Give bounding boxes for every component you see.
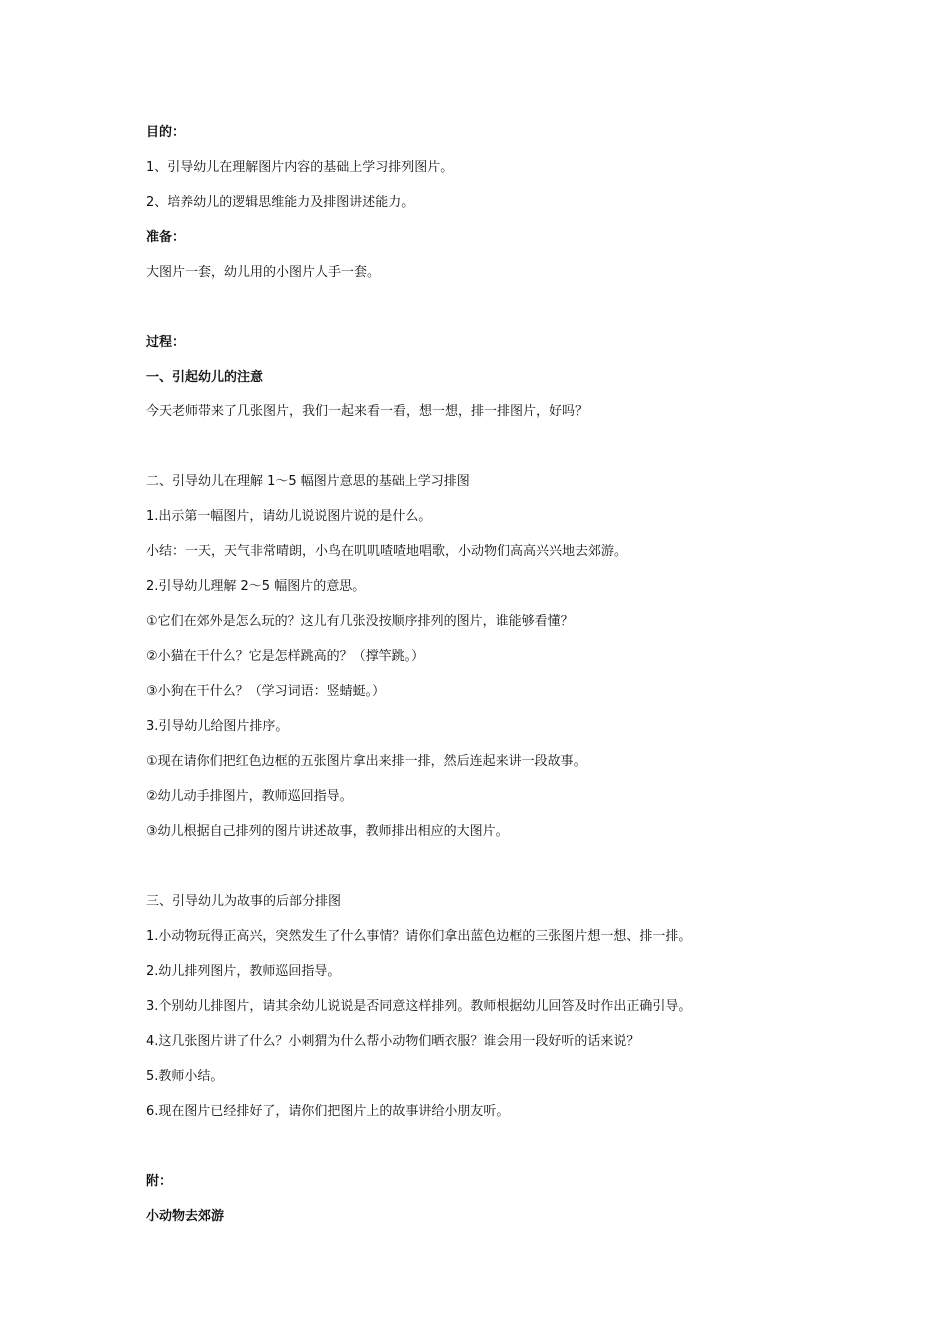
section2-item-2c: ③小狗在干什么？（学习词语：竖蜻蜓。） — [146, 684, 386, 699]
section2-item-1: 1.出示第一幅图片，请幼儿说说图片说的是什么。 — [146, 509, 432, 524]
section2-summary: 小结：一天，天气非常晴朗，小鸟在叽叽喳喳地唱歌，小动物们高高兴兴地去郊游。 — [146, 544, 628, 559]
section2-item-2: 2.引导幼儿理解 2～5 幅图片的意思。 — [146, 579, 366, 594]
section2-item-3a: ①现在请你们把红色边框的五张图片拿出来排一排，然后连起来讲一段故事。 — [146, 754, 587, 769]
goal-heading: 目的： — [146, 125, 186, 140]
section2-item-2b: ②小猫在干什么？它是怎样跳高的？（撑竿跳。） — [146, 649, 425, 664]
section1-text: 今天老师带来了几张图片，我们一起来看一看，想一想，排一排图片，好吗？ — [146, 404, 589, 419]
section2-title: 二、引导幼儿在理解 1～5 幅图片意思的基础上学习排图 — [146, 474, 470, 489]
section2-item-3c: ③幼儿根据自己排列的图片讲述故事，教师排出相应的大图片。 — [146, 824, 509, 839]
process-heading: 过程： — [146, 335, 186, 350]
prep-heading: 准备： — [146, 230, 186, 245]
goal-item-2: 2、培养幼儿的逻辑思维能力及排图讲述能力。 — [146, 195, 415, 210]
appendix-heading: 附： — [146, 1174, 173, 1189]
section2-item-3b: ②幼儿动手排图片，教师巡回指导。 — [146, 789, 353, 804]
prep-text: 大图片一套，幼儿用的小图片人手一套。 — [146, 265, 381, 280]
appendix-title: 小动物去郊游 — [146, 1209, 225, 1224]
section2-item-3: 3.引导幼儿给图片排序。 — [146, 719, 289, 734]
section3-item-3: 3.个别幼儿排图片，请其余幼儿说说是否同意这样排列。教师根据幼儿回答及时作出正确引导。 — [146, 999, 692, 1014]
section3-item-6: 6.现在图片已经排好了，请你们把图片上的故事讲给小朋友听。 — [146, 1104, 510, 1119]
section3-item-1: 1.小动物玩得正高兴，突然发生了什么事情？请你们拿出蓝色边框的三张图片想一想、排一排。 — [146, 929, 692, 944]
section1-title: 一、引起幼儿的注意 — [146, 370, 264, 385]
section3-item-5: 5.教师小结。 — [146, 1069, 224, 1084]
section3-title: 三、引导幼儿为故事的后部分排图 — [146, 894, 342, 909]
goal-item-1: 1、引导幼儿在理解图片内容的基础上学习排列图片。 — [146, 160, 454, 175]
section2-item-2a: ①它们在郊外是怎么玩的？这儿有几张没按顺序排列的图片，谁能够看懂？ — [146, 614, 574, 629]
section3-item-2: 2.幼儿排列图片，教师巡回指导。 — [146, 964, 341, 979]
section3-item-4: 4.这几张图片讲了什么？小刺猬为什么帮小动物们晒衣服？谁会用一段好听的话来说？ — [146, 1034, 640, 1049]
